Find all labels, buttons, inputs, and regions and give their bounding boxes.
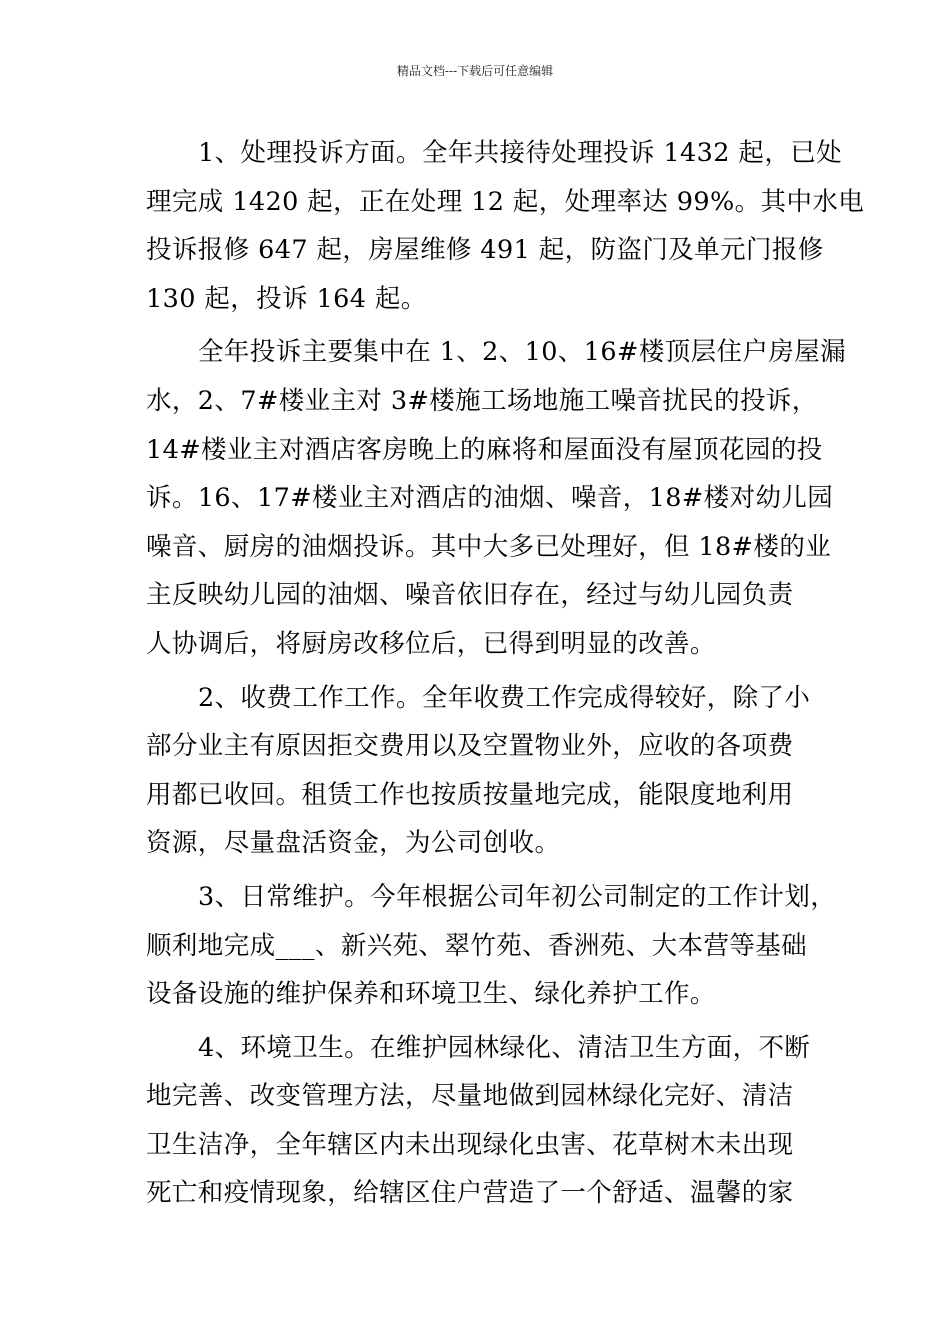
text-line: 2、收费工作工作。全年收费工作完成得较好，除了小	[198, 682, 811, 713]
text-line: 诉。16、17#楼业主对酒店的油烟、噪音，18#楼对幼儿园	[146, 483, 834, 514]
text-line: 理完成 1420 起，正在处理 12 起，处理率达 99%。其中水电	[146, 186, 865, 217]
text-line: 14#楼业主对酒店客房晚上的麻将和屋面没有屋顶花园的投	[146, 434, 823, 465]
text-line: 4、环境卫生。在维护园林绿化、清洁卫生方面，不断	[198, 1032, 811, 1063]
text-line: 投诉报修 647 起，房屋维修 491 起，防盗门及单元门报修	[146, 235, 824, 266]
text-line: 死亡和疫情现象，给辖区住户营造了一个舒适、温馨的家	[146, 1178, 794, 1209]
text-line: 顺利地完成___、新兴苑、翠竹苑、香洲苑、大本营等基础	[146, 930, 808, 961]
text-line: 全年投诉主要集中在 1、2、10、16#楼顶层住户房屋漏	[198, 337, 847, 368]
paragraph-complaints	[146, 129, 865, 323]
paragraph-maintenance	[146, 873, 837, 1019]
text-line: 用都已收回。租赁工作也按质按量地完成，能限度地利用	[146, 779, 794, 810]
text-line: 噪音、厨房的油烟投诉。其中大多已处理好，但 18#楼的业	[146, 531, 832, 562]
text-line: 设备设施的维护保养和环境卫生、绿化养护工作。	[146, 979, 716, 1010]
paragraph-fees	[146, 674, 818, 868]
text-line: 资源，尽量盘活资金，为公司创收。	[146, 828, 561, 859]
text-line: 人协调后，将厨房改移位后，已得到明显的改善。	[146, 628, 716, 659]
body-text	[146, 129, 865, 1223]
paragraph-environment	[146, 1024, 818, 1218]
text-line: 1、处理投诉方面。全年共接待处理投诉 1432 起，已处	[198, 138, 843, 168]
text-line: 3、日常维护。今年根据公司年初公司制定的工作计划，	[198, 881, 837, 912]
text-line: 130 起，投诉 164 起。	[146, 283, 427, 314]
text-line: 水，2、7#楼业主对 3#楼施工场地施工噪音扰民的投诉，	[146, 385, 818, 416]
text-line: 部分业主有原因拒交费用以及空置物业外，应收的各项费	[146, 731, 794, 762]
text-line: 主反映幼儿园的油烟、噪音依旧存在，经过与幼儿园负责	[146, 580, 794, 611]
text-line: 地完善、改变管理方法，尽量地做到园林绿化完好、清洁	[146, 1081, 794, 1112]
paragraph-complaint-focus	[146, 328, 847, 668]
text-line: 卫生洁净，全年辖区内未出现绿化虫害、花草树木未出现	[146, 1129, 794, 1160]
page-header: 精品文档---下载后可任意编辑	[396, 64, 554, 78]
